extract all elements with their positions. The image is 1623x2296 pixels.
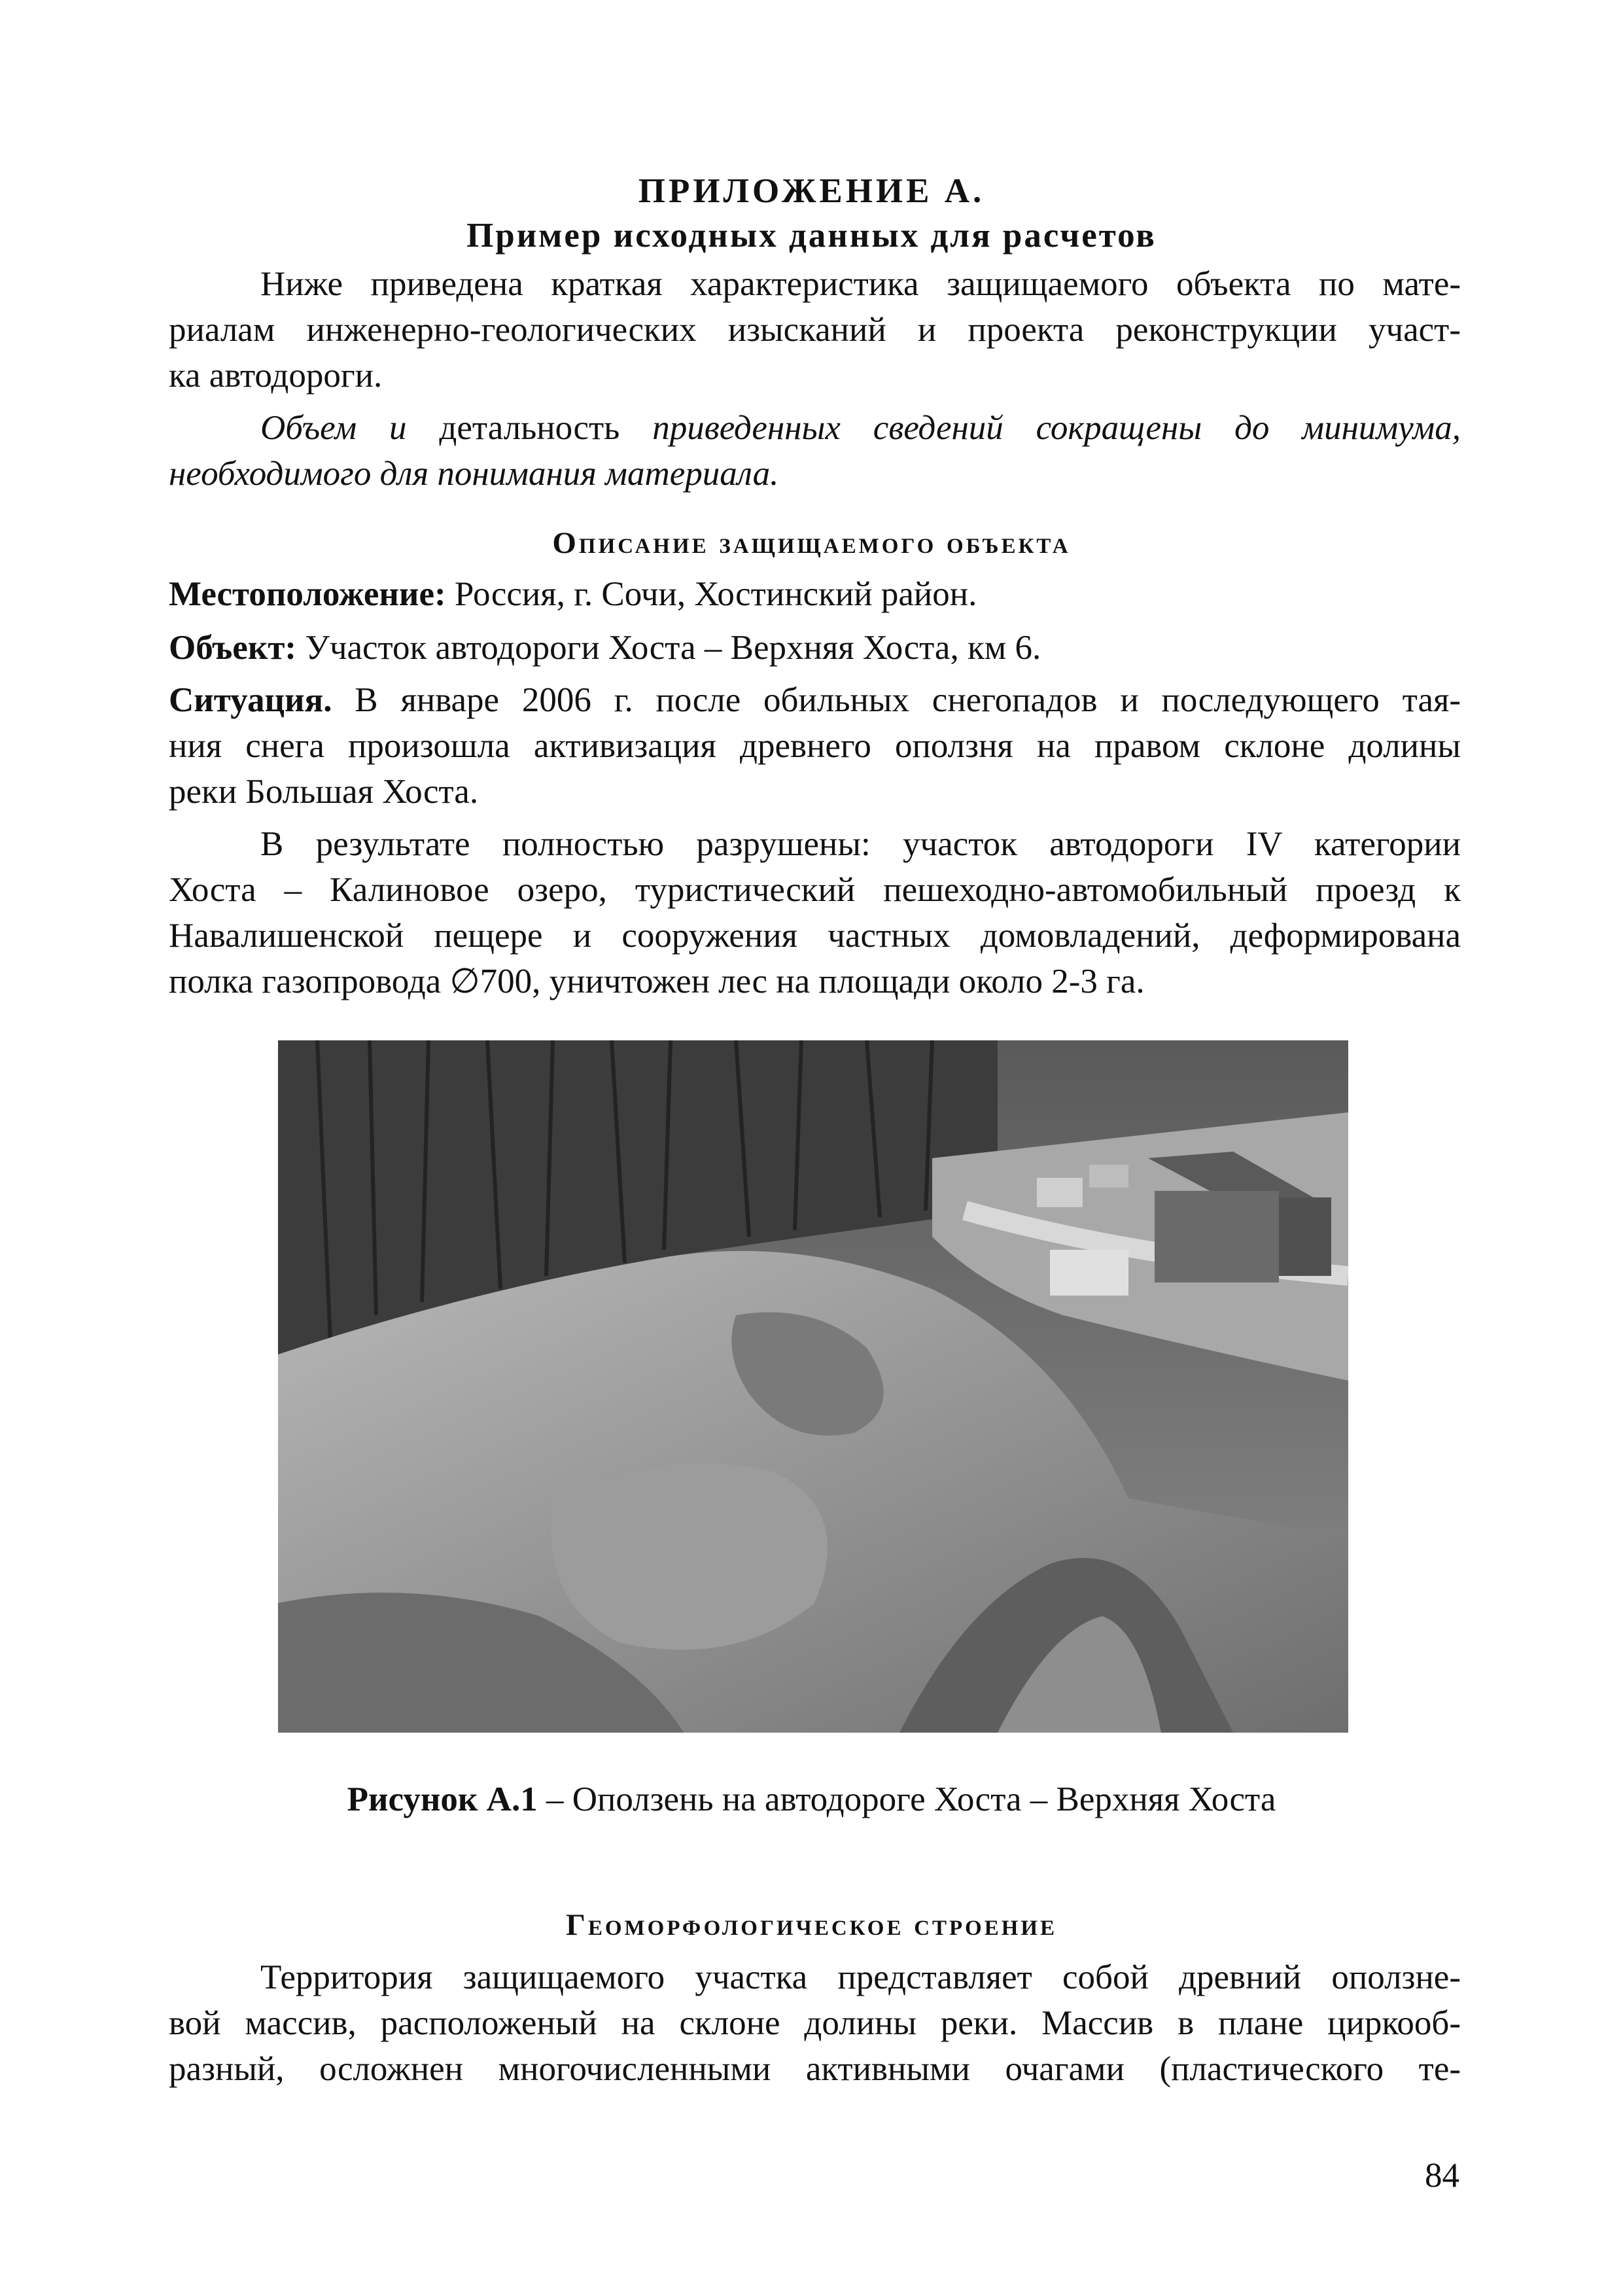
appendix-title: ПРИЛОЖЕНИЕ А. [638,172,985,210]
intro-line-2: риалам инженерно-геологических изысканий и проекта реконструкции участ- [169,311,1461,349]
note-line-1 [260,406,1461,450]
object-label: Объект: [169,629,297,667]
result-line-4: полка газопровода ∅700, уничтожен лес на площади около 2-3 га. [169,963,1145,1000]
situation-line-1 [169,678,1461,722]
landslide-photo [278,1040,1348,1733]
result-line-3: Навалишенской пещере и сооружения частных домовладений, деформирована [169,917,1461,955]
note-italic-c: приведенных сведений сокращены до минимума, [652,409,1461,447]
figure-caption-text: – Оползень на автодороге Хоста – Верхняя Хоста [537,1780,1276,1818]
figure-caption [0,1777,1623,1822]
situation-line-3: реки Большая Хоста. [169,773,479,811]
object-value: Участок автодороги Хоста – Верхняя Хоста, км 6. [296,629,1041,667]
landslide-photo-drawing [278,1040,1348,1733]
result-line-1: В результате полностью разрушены: участок автодороги IV категории [260,825,1461,863]
note-line-2: необходимого для понимания материала. [169,455,779,493]
situation-line-2: ния снега произошла активизация древнего оползня на правом склоне долины [169,727,1461,765]
object-line [169,626,1041,670]
page-number: 84 [1425,2157,1459,2195]
result-line-2: Хоста – Калиновое озеро, туристический пешеходно-автомобильный проезд к [169,871,1461,909]
location-value: Россия, г. Сочи, Хостинский район. [445,575,977,613]
geomorph-line-2: вой массив, расположеный на склоне долины реки. Массив в плане циркооб- [169,2004,1461,2042]
location-line [169,572,977,616]
location-label: Местоположение: [169,575,446,613]
geomorph-line-1: Территория защищаемого участка представляет собой древний оползне- [260,1958,1461,1996]
section-heading-object: Описание защищаемого объекта [552,526,1071,560]
situation-label: Ситуация. [169,681,332,719]
intro-line-3: ка автодороги. [169,357,383,395]
note-italic-a: Объем и [260,409,407,447]
section-heading-geomorph: Геоморфологическое строение [565,1908,1058,1942]
note-plain: детальность [406,409,653,447]
figure-caption-label: Рисунок А.1 [347,1780,538,1818]
geomorph-line-3: разный, осложнен многочисленными активными очагами (пластического те- [169,2050,1461,2088]
situation-text-1: В январе 2006 г. после обильных снегопадов и последующего тая- [332,681,1461,719]
appendix-subtitle: Пример исходных данных для расчетов [466,217,1157,255]
intro-line-1: Ниже приведена краткая характеристика защищаемого объекта по мате- [260,265,1461,303]
